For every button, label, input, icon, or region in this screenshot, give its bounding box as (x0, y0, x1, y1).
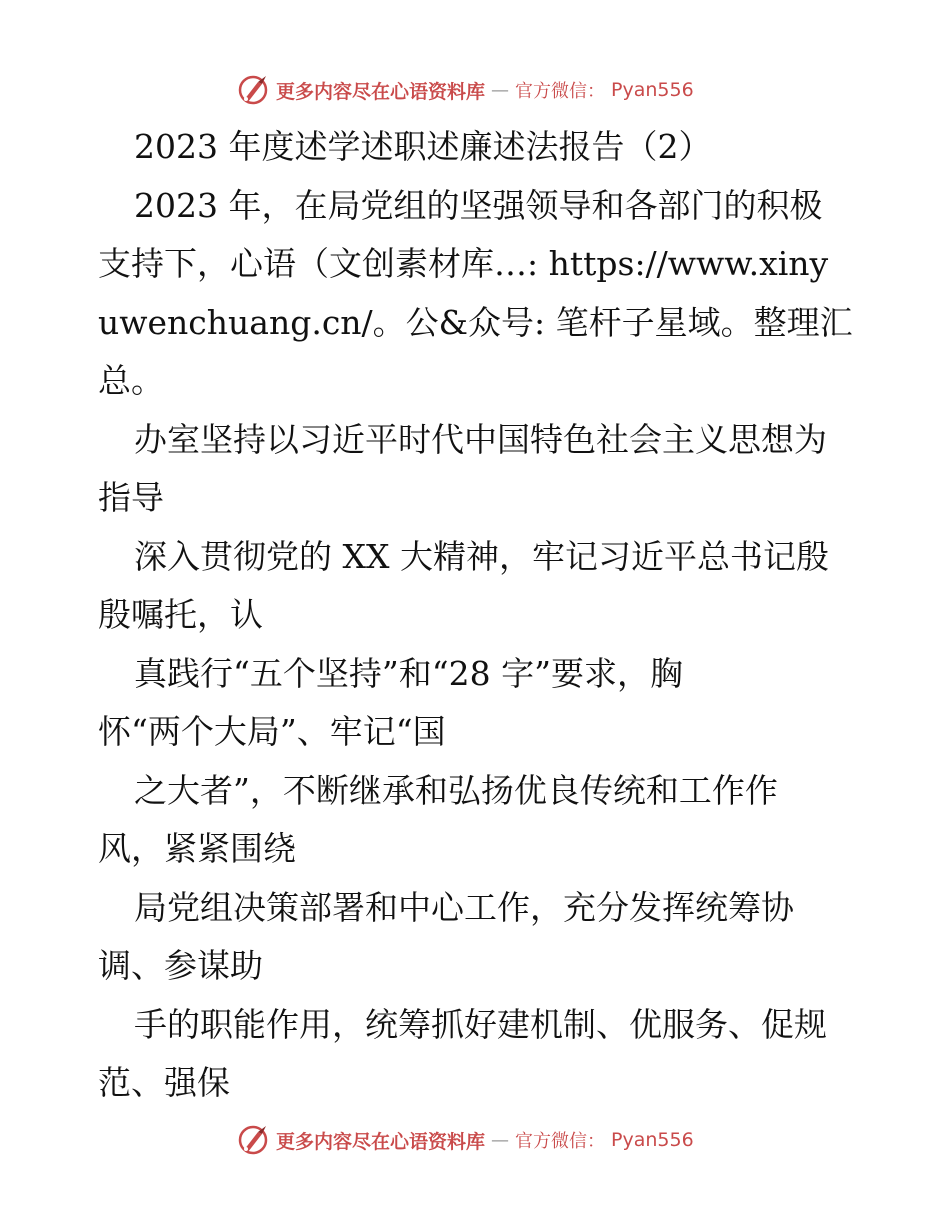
watermark-main-text: 更多内容尽在心语资料库 (276, 1130, 486, 1153)
paragraph-line: 局党组决策部署和中心工作，充分发挥统筹协 (134, 887, 794, 927)
quill-pen-logo-icon (236, 73, 270, 107)
watermark-separator: — (491, 79, 510, 101)
paragraph-line: 2023 年，在局党组的坚强领导和各部门的积极 (134, 185, 823, 225)
paragraph-line: 总。 (98, 361, 164, 400)
paragraph-line: 深入贯彻党的 XX 大精神，牢记习近平总书记殷 (134, 536, 829, 576)
watermark-main-text: 更多内容尽在心语资料库 (276, 80, 486, 103)
watermark-handle: Pyan556 (611, 79, 694, 101)
paragraph-line: 殷嘱托，认 (98, 595, 263, 634)
paragraph-line: 风，紧紧围绕 (98, 829, 296, 868)
paragraph-line: 办室坚持以习近平时代中国特色社会主义思想为 (134, 419, 827, 459)
watermark-separator: — (491, 1129, 510, 1151)
watermark-sub-text: 官方微信： (515, 81, 606, 102)
quill-pen-logo-icon (236, 1123, 270, 1157)
paragraph-line: 支持下，心语（文创素材库…: https://www.xiny (98, 244, 829, 283)
paragraph-line: 之大者”，不断继承和弘扬优良传统和工作作 (134, 770, 778, 810)
paragraph-line: uwenchuang.cn/。公&众号: 笔杆子星域。整理汇 (98, 302, 853, 342)
watermark-sub-text: 官方微信： (515, 1131, 606, 1152)
paragraph-line: 怀“两个大局”、牢记“国 (98, 712, 446, 751)
paragraph-line: 真践行“五个坚持”和“28 字”要求，胸 (134, 653, 683, 693)
watermark-handle: Pyan556 (611, 1129, 694, 1151)
paragraph-line: 范、强保 (98, 1063, 230, 1102)
paragraph-line: 手的职能作用，统筹抓好建机制、优服务、促规 (134, 1004, 827, 1044)
document-body (98, 118, 858, 1113)
header-watermark (236, 72, 694, 108)
footer-watermark (236, 1122, 694, 1158)
document-title: 2023 年度述学述职述廉述法报告（2） (134, 127, 712, 166)
paragraph-line: 调、参谋助 (98, 946, 263, 985)
paragraph-line: 指导 (98, 478, 164, 517)
